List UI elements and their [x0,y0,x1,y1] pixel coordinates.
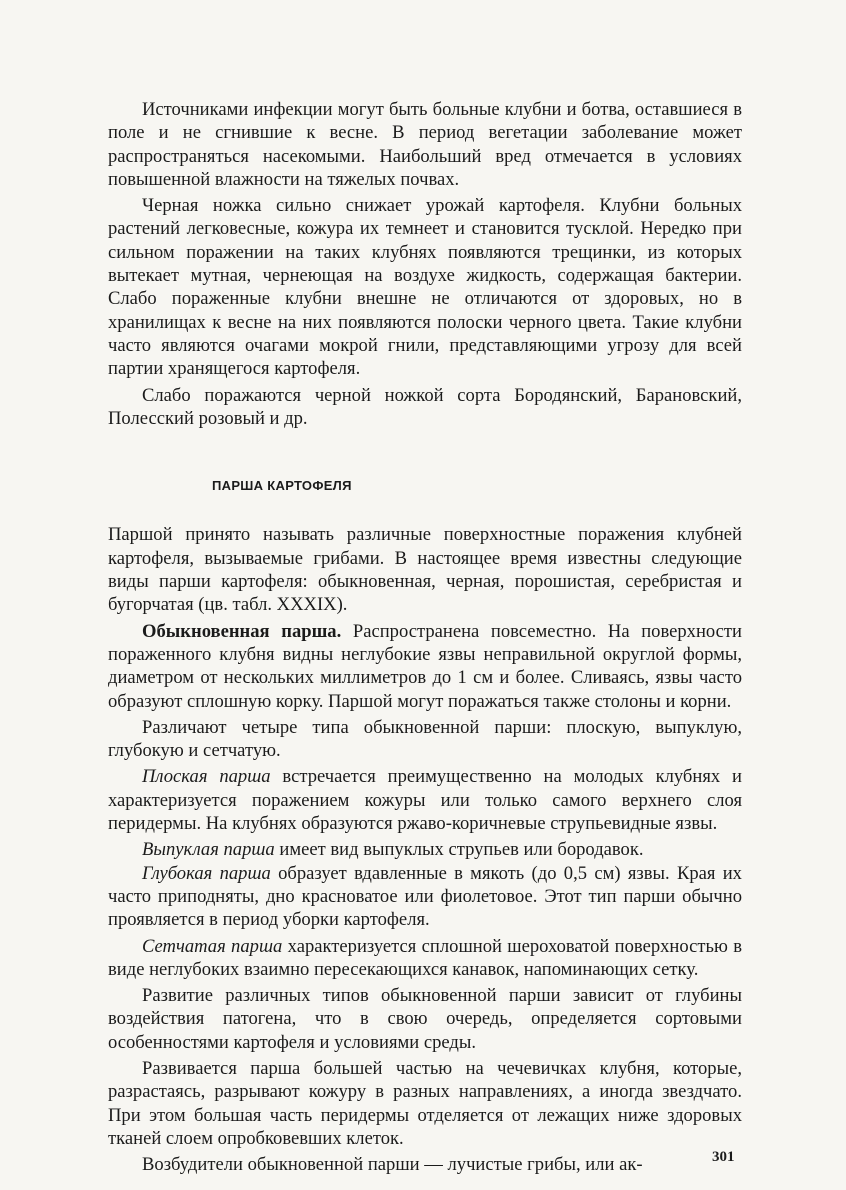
term-common-scab: Обыкновенная парша. [142,620,342,642]
paragraph-pathogens: Возбудители обыкновенной парши — лучистые грибы, или ак- [142,1154,643,1176]
paragraph-net-scab [108,935,742,982]
flat-scab-text: встречается преимущественно на молодых клубнях и характеризуется поражением кожуры или только самого верхнего слоя перидермы. На клубнях образуются ржаво-коричневые струпьевидные язвы. [108,766,742,835]
paragraph-convex-scab [108,838,742,861]
paragraph-deep-scab [108,862,742,932]
paragraph-scab-development: Развитие различных типов обыкновенной парши зависит от глубины воздействия патогена, что в свою очередь, определяется сортовыми особенностями картофеля и условиями среды. [108,985,742,1053]
term-flat-scab: Плоская парша [142,766,271,788]
page-number: 301 [712,1149,735,1165]
paragraph-resistant-varieties: Слабо поражаются черной ножкой сорта Бородянский, Барановский, Полесский розовый и др. [108,384,742,429]
text-column [108,98,742,1176]
convex-scab-text: имеет вид выпуклых струпьев или бородавок. [279,839,644,861]
paragraph-scab-intro: Паршой принято называть различные поверхностные поражения клубней картофеля, вызываемые грибами. В настоящее время известны следующие виды парши картофеля: обыкновенная, черная, порошистая, серебристая и бугорчатая (цв. табл. XXXIX). [108,524,742,616]
paragraph-scab-types: Различают четыре типа обыкновенной парши: плоскую, выпуклую, глубокую и сетчатую. [108,716,742,762]
net-scab-text: характеризуется сплошной шероховатой поверхностью в виде неглубоких взаимно пересекающихся канавок, напоминающих сетку. [108,935,742,980]
common-scab-text: Распространена повсеместно. На поверхности пораженного клубня видны неглубокие язвы неправильной округлой формы, диаметром от нескольких миллиметров до 1 см и более. Сливаясь, язвы часто образуют сплошную корку. Паршой могут поражаться также столоны и корни. [108,620,742,712]
paragraph-black-leg-yield: Черная ножка сильно снижает урожай картофеля. Клубни больных растений легковесные, кожура их темнеет и становится тусклой. Нередко при сильном поражении на таких клубнях появляются трещинки, из которых вытекает мутная, чернеющая на воздухе жидкость, содержащая бактерии. Слабо пораженные клубни внешне не отличаются от здоровых, но в хранилищах к весне на них появляются полоски черного цвета. Такие клубни часто являются очагами мокрой гнили, представляющими угрозу для всей партии хранящегося картофеля. [108,195,742,380]
deep-scab-text: образует вдавленные в мякоть (до 0,5 см) язвы. Края их часто приподняты, дно красноватое или фиолетовое. Этот тип парши обычно проявляется в период уборки картофеля. [108,862,742,931]
paragraph-infection-sources: Источниками инфекции могут быть больные клубни и ботва, оставшиеся в поле и не сгнившие к весне. В период вегетации заболевание может распространяться насекомыми. Наибольший вред отмечается в условиях повышенной влажности на тяжелых почвах. [108,99,742,190]
paragraph-flat-scab [108,765,742,835]
paragraph-common-scab [108,620,742,713]
term-net-scab: Сетчатая парша [142,935,283,957]
term-deep-scab: Глубокая парша [142,862,271,884]
term-convex-scab: Выпуклая парша [142,839,275,861]
paragraph-lenticels: Развивается парша большей частью на чечевичках клубня, которые, разрастаясь, разрывают кожуру в разных направлениях, а иногда звездчато. При этом большая часть перидермы отделяется от лежащих ниже здоровых тканей слоем опробковевших клеток. [108,1057,742,1149]
section-heading: ПАРША КАРТОФЕЛЯ [212,478,352,494]
